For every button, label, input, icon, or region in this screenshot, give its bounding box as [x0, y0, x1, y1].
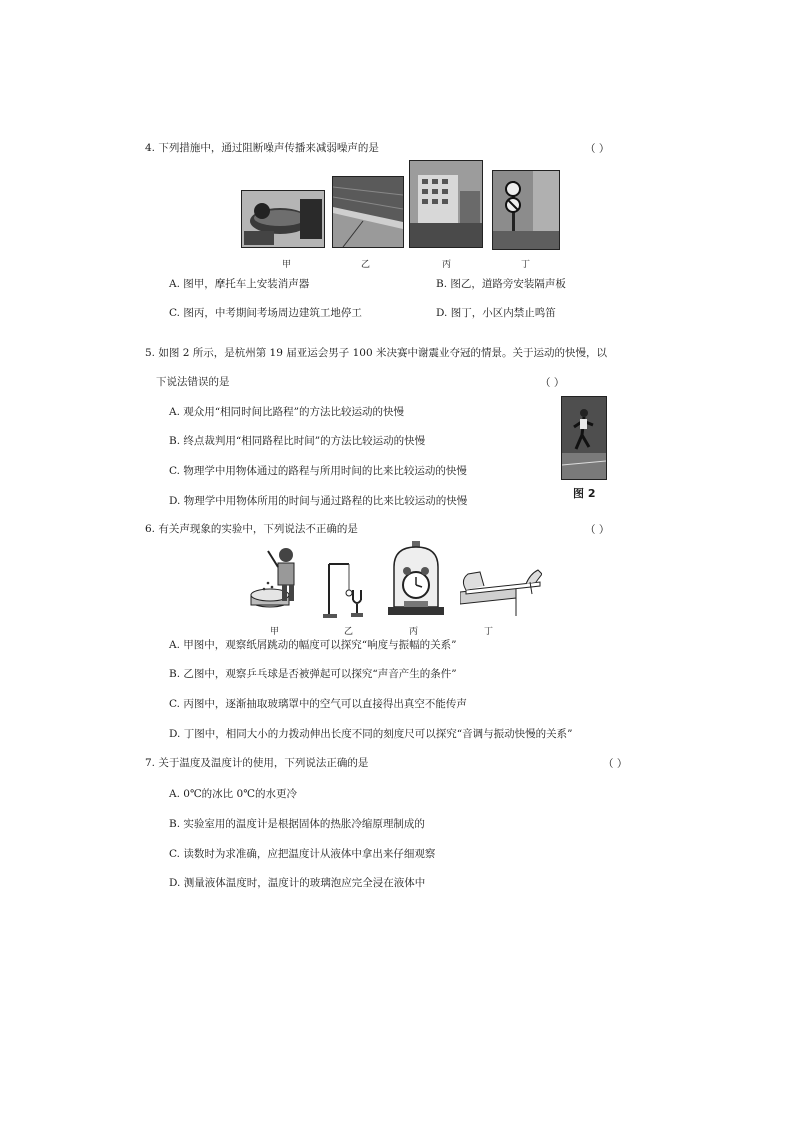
q7-stem: 7. 关于温度及温度计的使用，下列说法正确的是 — [145, 757, 369, 769]
q7-option-c: C. 读数时为求准确，应把温度计从液体中拿出来仔细观察 — [169, 848, 436, 860]
q6-option-c: C. 丙图中，逐渐抽取玻璃罩中的空气可以直接得出真空不能传声 — [169, 698, 467, 710]
q5-option-d: D. 物理学中用物体所用的时间与通过路程的比来比较运动的快慢 — [169, 495, 468, 507]
q6-option-b: B. 乙图中，观察乒乓球是否被弹起可以探究“声音产生的条件” — [169, 668, 457, 680]
q4-option-a: A. 图甲，摩托车上安装消声器 — [169, 278, 310, 290]
q4-option-d: D. 图丁，小区内禁止鸣笛 — [436, 307, 556, 319]
q4-caption-ding: 丁 — [521, 260, 531, 270]
q5-option-a: A. 观众用“相同时间比路程”的方法比较运动的快慢 — [169, 406, 404, 418]
q4-photo-construction-site — [409, 160, 483, 248]
q7-option-b: B. 实验室用的温度计是根据固体的热胀冷缩原理制成的 — [169, 818, 425, 830]
q6-figure-ruler — [460, 564, 542, 616]
q5-answer-paren: （ ） — [540, 377, 565, 389]
q6-figure-tuning-fork — [323, 560, 367, 618]
q5-stem-line1: 5. 如图 2 所示，是杭州第 19 届亚运会男子 100 米决赛中谢震业夺冠的情景。关于运动的快慢，以 — [145, 347, 607, 359]
q6-caption-yi: 乙 — [344, 627, 354, 637]
q6-figure-bell-jar — [386, 541, 446, 619]
q6-caption-jia: 甲 — [270, 627, 280, 637]
q4-photo-no-honking-sign — [492, 170, 560, 250]
q4-caption-jia: 甲 — [282, 260, 292, 270]
q7-option-a: A. 0℃的冰比 0℃的水更冷 — [169, 788, 297, 800]
q7-answer-paren: （ ） — [603, 758, 628, 770]
q4-stem: 4. 下列措施中，通过阻断噪声传播来减弱噪声的是 — [145, 142, 379, 154]
q6-caption-bing: 丙 — [409, 627, 419, 637]
q4-caption-yi: 乙 — [361, 260, 371, 270]
q4-answer-paren: （ ） — [585, 143, 610, 155]
q5-option-b: B. 终点裁判用“相同路程比时间”的方法比较运动的快慢 — [169, 435, 426, 447]
q6-stem: 6. 有关声现象的实验中，下列说法不正确的是 — [145, 523, 358, 535]
q4-caption-bing: 丙 — [442, 260, 452, 270]
q4-photo-sound-barrier — [332, 176, 404, 248]
q6-figure-drum — [250, 545, 302, 617]
q4-option-c: C. 图丙，中考期间考场周边建筑工地停工 — [169, 307, 362, 319]
q6-option-a: A. 甲图中，观察纸屑跳动的幅度可以探究“响度与振幅的关系” — [169, 639, 457, 651]
q5-stem-line2: 下说法错误的是 — [156, 376, 230, 388]
q5-option-c: C. 物理学中用物体通过的路程与所用时间的比来比较运动的快慢 — [169, 465, 467, 477]
q5-photo-sprinter — [561, 396, 607, 480]
q6-option-d: D. 丁图中，相同大小的力拨动伸出长度不同的刻度尺可以探究“音调与振动快慢的关系” — [169, 728, 573, 740]
q6-caption-ding: 丁 — [484, 627, 494, 637]
q4-option-b: B. 图乙，道路旁安装隔声板 — [436, 278, 566, 290]
q6-answer-paren: （ ） — [585, 524, 610, 536]
q5-figure-caption: 图 2 — [573, 487, 596, 500]
q7-option-d: D. 测量液体温度时，温度计的玻璃泡应完全浸在液体中 — [169, 877, 426, 889]
q4-photo-motorcycle-muffler — [241, 190, 325, 248]
